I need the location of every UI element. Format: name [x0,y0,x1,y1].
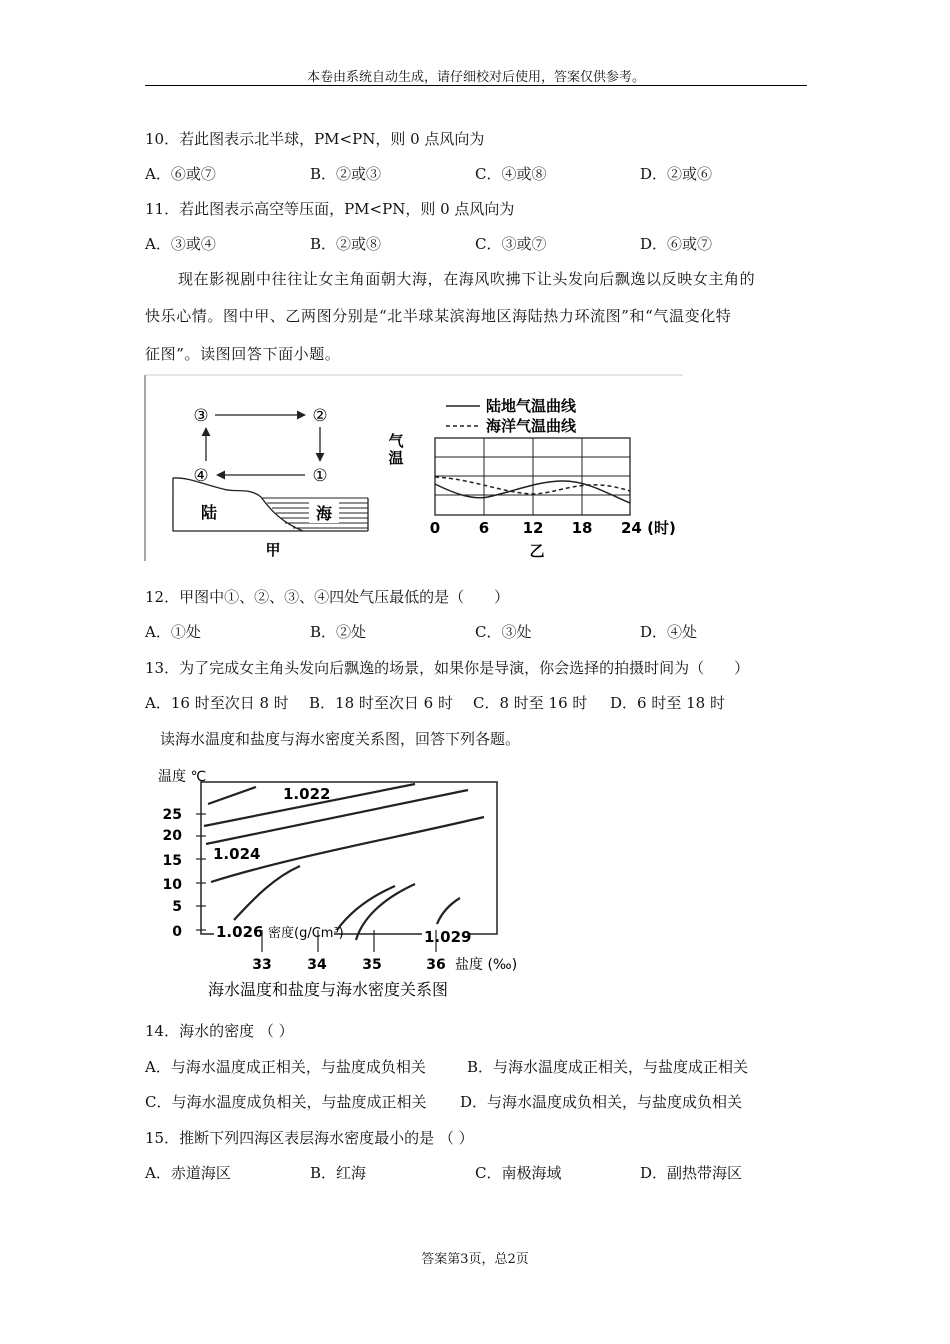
q12-option-c: C．③处 [475,623,532,641]
xtick-6: 6 [478,519,490,537]
page-header: 本卷由系统自动生成，请仔细校对后使用，答案仅供参考。 [306,70,645,85]
figure2-caption: 海水温度和盐度与海水密度关系图 [208,980,449,999]
q10-option-b: B．②或③ [310,165,382,183]
q11-stem: 11．若此图表示高空等压面，PM<PN，则 0 点风向为 [145,200,515,218]
legend-sea: 海洋气温曲线 [486,417,577,435]
q15-option-b: B．红海 [310,1164,367,1182]
figure-circulation-temperature [143,373,688,565]
q15-option-a: A．赤道海区 [145,1164,231,1182]
q12-option-a: A．①处 [145,623,201,641]
curve-label-1029: 1.029 [424,928,472,946]
q14-stem: 14．海水的密度 （ ） [145,1022,294,1040]
chart-yi [388,397,675,560]
caption-yi: 乙 [529,542,545,560]
q13-stem: 13．为了完成女主角头发向后飘逸的场景，如果你是导演，你会选择的拍摄时间为（ ） [145,659,750,677]
ytick-0: 0 [172,924,182,940]
intro1-line-3: 征图”。读图回答下面小题。 [145,345,341,363]
q11-option-a: A．③或④ [145,235,216,253]
density-unit-label: 密度(g/Cm³) [268,926,344,941]
q12-option-b: B．②处 [310,623,367,641]
ytick-15: 15 [162,853,182,869]
ytick-25: 25 [162,807,182,823]
q14-option-d: D．与海水温度成负相关，与盐度成负相关 [460,1093,743,1111]
q11-option-c: C．③或⑦ [475,235,547,253]
diagram-jia [173,406,368,559]
q13-option-d: D．6 时至 18 时 [610,694,725,712]
q13-option-b: B．18 时至次日 6 时 [309,694,453,712]
y-axis-label: 温度 ℃ [158,769,207,785]
intro1-line-1: 现在影视剧中往往让女主角面朝大海，在海风吹拂下让头发向后飘逸以反映女主角的 [178,270,756,288]
point-2: ② [312,406,328,426]
xtick-12: 12 [522,519,544,537]
q13-option-c: C．8 时至 16 时 [473,694,588,712]
caption-jia: 甲 [265,541,281,559]
land-label: 陆 [200,503,218,522]
q11-option-b: B．②或⑧ [310,235,382,253]
point-3: ③ [193,406,209,426]
xtick-35: 35 [362,957,382,973]
q14-option-b: B．与海水温度成正相关，与盐度成正相关 [467,1058,749,1076]
curve-label-1024: 1.024 [213,845,261,863]
curve-label-1022: 1.022 [283,785,331,803]
curve-label-1026: 1.026 [216,923,264,941]
q12-option-d: D．④处 [640,623,698,641]
q15-option-d: D．副热带海区 [640,1164,743,1182]
point-1: ① [312,466,328,486]
q11-option-d: D．⑥或⑦ [640,235,713,253]
header-divider [145,85,807,86]
page-footer: 答案第3页，总2页 [421,1252,529,1267]
ytick-5: 5 [172,899,182,915]
q12-stem: 12．甲图中①、②、③、④四处气压最低的是（ ） [145,588,510,606]
intro2: 读海水温度和盐度与海水密度关系图，回答下列各题。 [160,730,521,748]
q14-option-c: C．与海水温度成负相关，与盐度成正相关 [145,1093,427,1111]
q10-option-a: A．⑥或⑦ [145,165,216,183]
figure-density-chart [150,762,540,1004]
xtick-34: 34 [307,957,327,973]
sea-label: 海 [315,504,333,523]
q14-option-a: A．与海水温度成正相关，与盐度成负相关 [145,1058,426,1076]
q15-stem: 15．推断下列四海区表层海水密度最小的是 （ ） [145,1129,474,1147]
q13-option-a: A．16 时至次日 8 时 [145,694,289,712]
legend-land: 陆地气温曲线 [486,397,577,415]
ytick-20: 20 [162,828,182,844]
xtick-36: 36 [426,957,446,973]
q10-stem: 10．若此图表示北半球，PM<PN，则 0 点风向为 [145,130,485,148]
xtick-18: 18 [571,519,593,537]
x-axis-label: 盐度 (‰) [455,957,518,973]
xtick-33: 33 [252,957,272,973]
xtick-24: 24 (时) [621,519,676,537]
intro1-line-2: 快乐心情。图中甲、乙两图分别是“北半球某滨海地区海陆热力环流图”和“气温变化特 [145,307,732,325]
q10-option-d: D．②或⑥ [640,165,713,183]
q15-option-c: C．南极海域 [475,1164,562,1182]
ytick-10: 10 [162,877,182,893]
ylabel-wen: 温 [388,449,404,467]
xtick-0: 0 [429,519,441,537]
point-4: ④ [193,466,209,486]
ylabel-qi: 气 [388,432,404,450]
q10-option-c: C．④或⑧ [475,165,547,183]
